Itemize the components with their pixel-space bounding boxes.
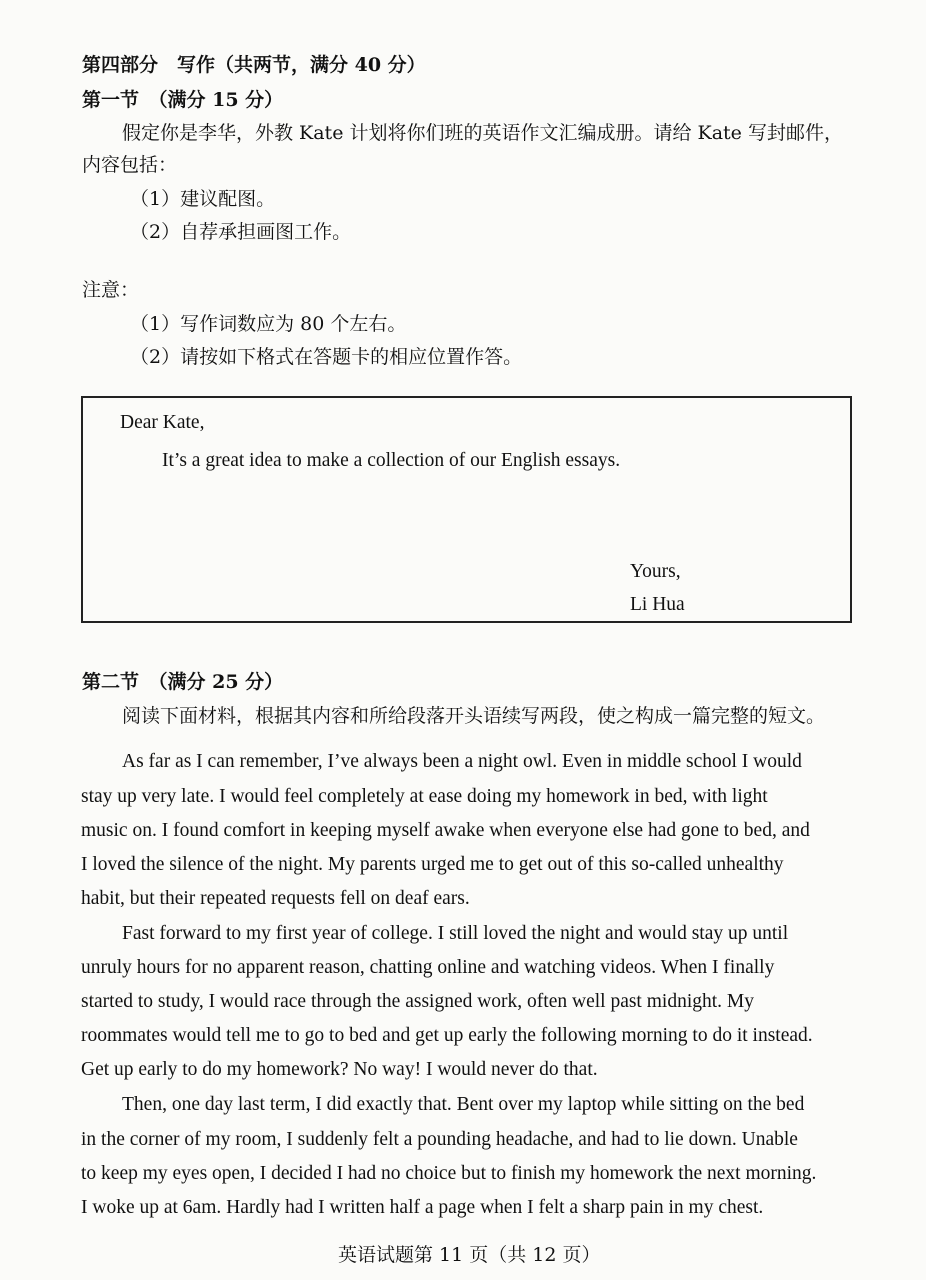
passage-line: roommates would tell me to go to bed and get up early the following morning to do it instead. bbox=[81, 1025, 813, 1046]
passage-line: I woke up at 6am. Hardly had I written half a page when I felt a sharp pain in my chest. bbox=[81, 1197, 764, 1218]
part-title: 第四部分 写作（共两节，满分 40 分） bbox=[82, 54, 426, 76]
passage-line: Get up early to do my homework? No way! I would never do that. bbox=[81, 1059, 598, 1080]
passage-line: unruly hours for no apparent reason, chatting online and watching videos. When I finally bbox=[81, 957, 775, 978]
section1-prompt-line1: 假定你是李华，外教 Kate 计划将你们班的英语作文汇编成册。请给 Kate 写封邮件， bbox=[122, 122, 843, 144]
section2-instruction: 阅读下面材料，根据其内容和所给段落开头语续写两段，使之构成一篇完整的短文。 bbox=[122, 705, 826, 727]
section2-title: 第二节 （满分 25 分） bbox=[82, 671, 284, 693]
passage-line: I loved the silence of the night. My parents urged me to get out of this so-called unhealthy bbox=[81, 854, 784, 875]
passage-line: stay up very late. I would feel completely at ease doing my homework in bed, with light bbox=[81, 786, 768, 807]
content-point-2: （2）自荐承担画图工作。 bbox=[130, 221, 352, 243]
passage-line: Then, one day last term, I did exactly that. Bent over my laptop while sitting on the bed bbox=[122, 1094, 805, 1115]
passage-line: habit, but their repeated requests fell on deaf ears. bbox=[81, 888, 470, 909]
letter-salutation: Dear Kate, bbox=[120, 412, 205, 433]
content-point-1: （1）建议配图。 bbox=[130, 188, 276, 210]
section1-title: 第一节 （满分 15 分） bbox=[82, 89, 284, 111]
section1-prompt-line2: 内容包括： bbox=[82, 154, 178, 176]
passage-line: As far as I can remember, I’ve always been a night owl. Even in middle school I would bbox=[122, 751, 802, 772]
letter-closing: Yours, bbox=[630, 561, 681, 582]
passage-line: to keep my eyes open, I decided I had no choice but to finish my homework the next morning. bbox=[81, 1163, 817, 1184]
passage-line: started to study, I would race through the assigned work, often well past midnight. My bbox=[81, 991, 754, 1012]
letter-opening: It’s a great idea to make a collection of our English essays. bbox=[162, 450, 621, 471]
note-2: （2）请按如下格式在答题卡的相应位置作答。 bbox=[130, 346, 523, 368]
note-1: （1）写作词数应为 80 个左右。 bbox=[130, 313, 407, 335]
passage-line: Fast forward to my first year of college. I still loved the night and would stay up until bbox=[122, 923, 789, 944]
passage-line: in the corner of my room, I suddenly felt a pounding headache, and had to lie down. Unable bbox=[81, 1129, 798, 1150]
letter-signature: Li Hua bbox=[630, 594, 685, 615]
passage-line: music on. I found comfort in keeping myself awake when everyone else had gone to bed, and bbox=[81, 820, 810, 841]
page-footer: 英语试题第 11 页（共 12 页） bbox=[338, 1244, 601, 1266]
letter-template-box bbox=[81, 396, 852, 623]
note-label: 注意： bbox=[82, 279, 140, 301]
